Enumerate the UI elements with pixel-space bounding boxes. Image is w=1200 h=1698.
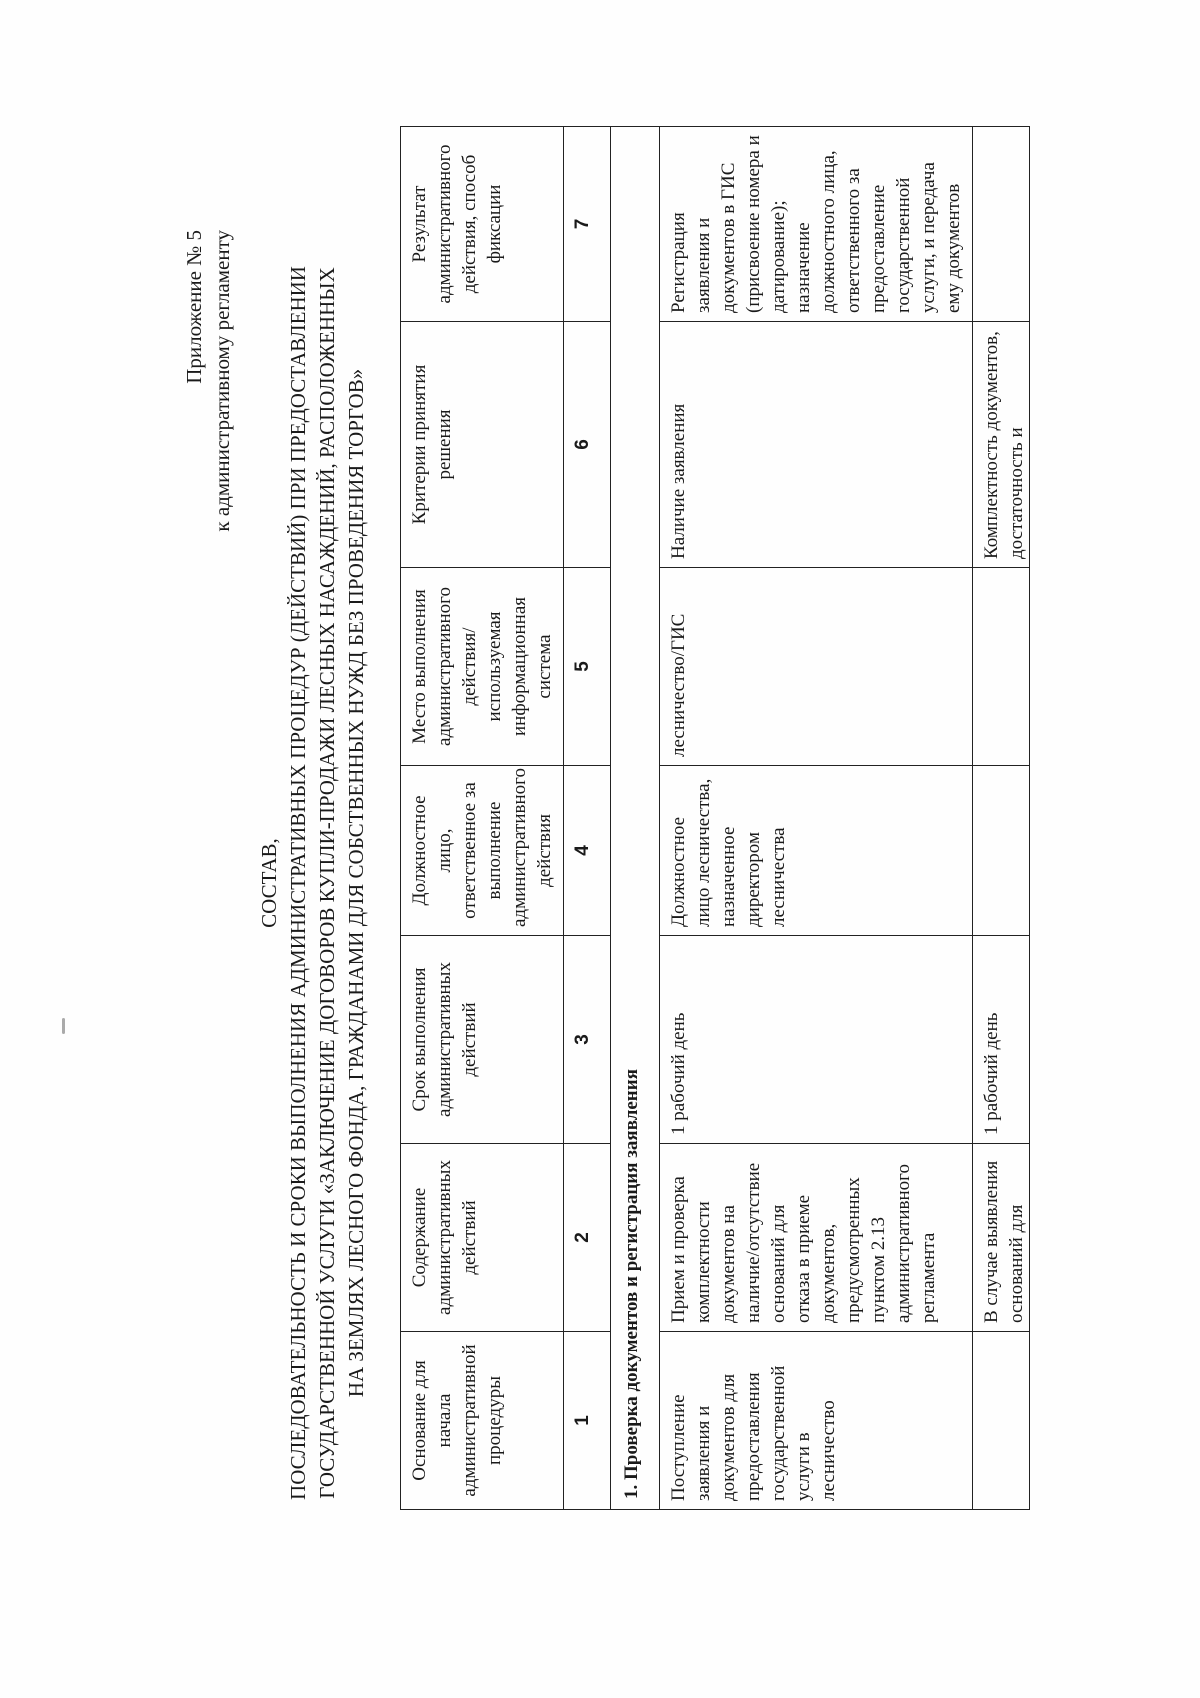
table-cell: Прием и проверка комплектности документов на наличие/отсутствие оснований для отказа в приеме документов, предусмотренных пунктом 2.13 административного регламента [660, 1144, 973, 1332]
header-cell: Содержание административных действий [401, 1144, 564, 1332]
heading-line-2: ПОСЛЕДОВАТЕЛЬНОСТЬ И СРОКИ ВЫПОЛНЕНИЯ АДМИНИСТРАТИВНЫХ ПРОЦЕДУР (ДЕЙСТВИЙ) ПРИ ПРЕДОСТАВЛЕНИИ [286, 266, 310, 1500]
table-cell: 1 рабочий день [660, 936, 973, 1144]
table-cell [973, 1332, 1030, 1510]
table-cell: Наличие заявления [660, 322, 973, 568]
table-cell: Регистрация заявления и документов в ГИС (присвоение номера и датирование); назначение должностного лица, ответственного за предоставление государственной услуги, и передача ему документов [660, 127, 973, 322]
header-cell: Место выполнения административного действия/используемая информационная система [401, 568, 564, 766]
procedures-table [400, 126, 1030, 1510]
column-number: 6 [564, 322, 611, 568]
header-cell: Срок выполнения административных действий [401, 936, 564, 1144]
table-cell: Поступление заявления и документов для предоставления государственной услуги в лесничество [660, 1332, 973, 1510]
heading-line-4: НА ЗЕМЛЯХ ЛЕСНОГО ФОНДА, ГРАЖДАНАМИ ДЛЯ СОБСТВЕННЫХ НУЖД БЕЗ ПРОВЕДЕНИЯ ТОРГОВ» [344, 368, 368, 1398]
table-cell: лесничество/ГИС [660, 568, 973, 766]
table-cell [973, 766, 1030, 936]
annex-note [180, 230, 236, 532]
header-cell: Критерии принятия решения [401, 322, 564, 568]
section-row [611, 127, 660, 1510]
column-number: 1 [564, 1332, 611, 1510]
column-number: 3 [564, 936, 611, 1144]
table-row [973, 127, 1030, 1510]
column-number: 4 [564, 766, 611, 936]
header-cell: Основание для начала административной процедуры [401, 1332, 564, 1510]
column-number: 7 [564, 127, 611, 322]
header-cell: Должностное лицо, ответственное за выполнение административного действия [401, 766, 564, 936]
document-heading [255, 158, 371, 1608]
table-row [660, 127, 973, 1510]
annex-number: Приложение № 5 [182, 230, 206, 384]
table-cell: Должностное лицо лесничества, назначенное директором лесничества [660, 766, 973, 936]
table-cell: Комплектность документов, достаточность и [973, 322, 1030, 568]
table-cell [973, 568, 1030, 766]
heading-title: СОСТАВ, [257, 838, 281, 928]
table-cell [973, 127, 1030, 322]
table-cell: 1 рабочий день [973, 936, 1030, 1144]
scan-mark [62, 1018, 65, 1034]
table-cell: В случае выявления оснований для [973, 1144, 1030, 1332]
section-title: 1. Проверка документов и регистрация заявления [611, 127, 660, 1510]
column-number: 5 [564, 568, 611, 766]
annex-reference: к административному регламенту [210, 230, 234, 532]
header-cell: Результат административного действия, способ фиксации [401, 127, 564, 322]
column-number: 2 [564, 1144, 611, 1332]
heading-line-3: ГОСУДАРСТВЕННОЙ УСЛУГИ «ЗАКЛЮЧЕНИЕ ДОГОВОРОВ КУПЛИ-ПРОДАЖИ ЛЕСНЫХ НАСАЖДЕНИЙ, РАСПОЛОЖЕННЫХ [315, 267, 339, 1499]
column-numbers-row [564, 127, 611, 1510]
table-header-row [401, 127, 564, 1510]
